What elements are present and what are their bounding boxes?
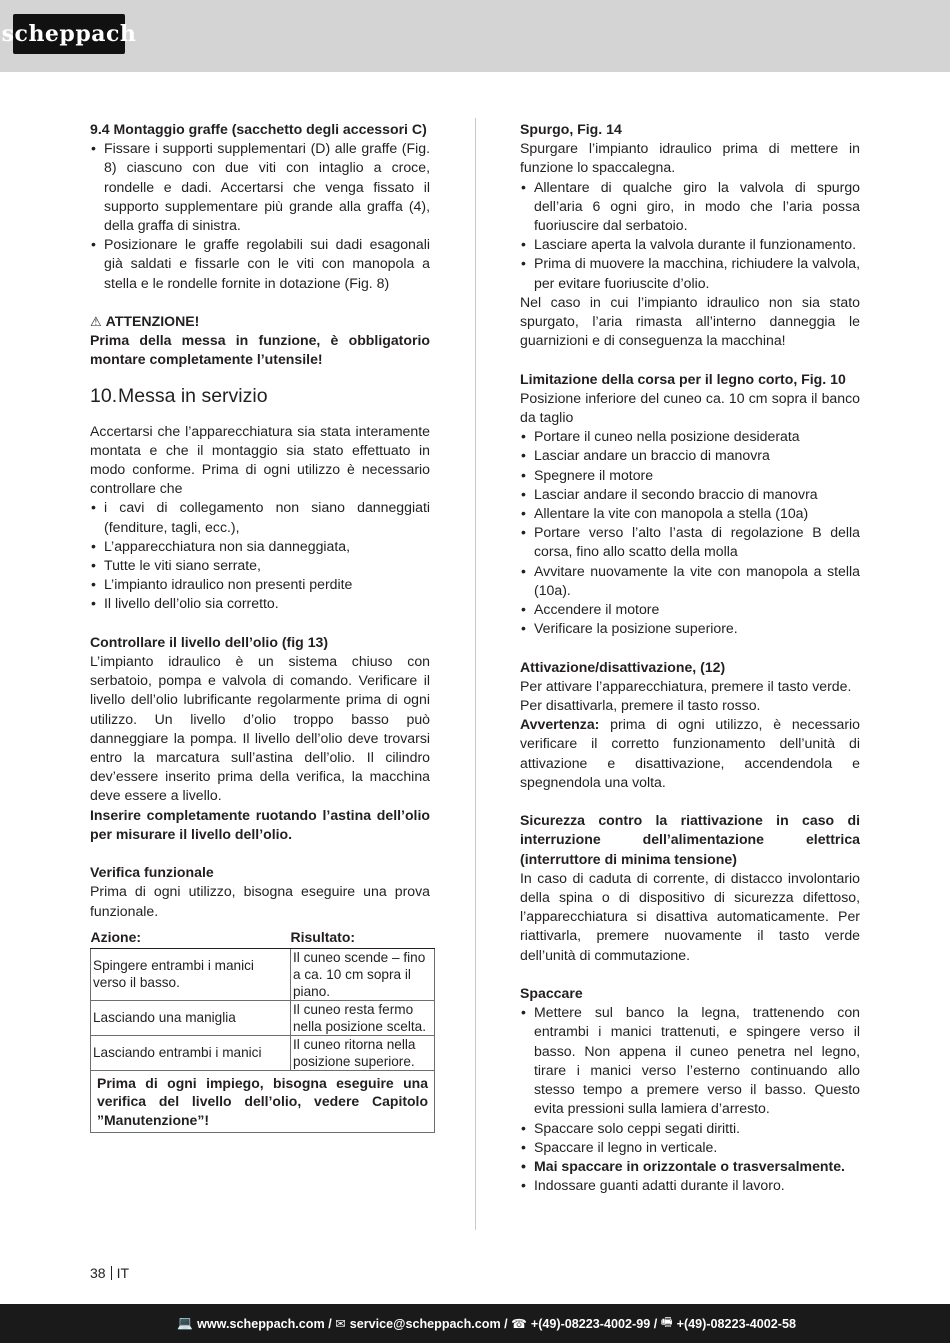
footer-website: www.scheppach.com / (197, 1316, 332, 1331)
section-10-number: 10. (90, 384, 118, 407)
section-10-title: Messa in servizio (118, 384, 268, 407)
list-item: • Avvitare nuovamente la vite con manopola a stella (10a). (521, 562, 860, 598)
list-item: • Portare verso l’alto l’asta di regolazione B della corsa, fino allo scatto della molla (521, 524, 860, 560)
on-off-warning-text: prima di ogni utilizzo, è necessario verificare il corretto funzionamento dell’unità di attivazione e disattivazione, accendendola e spegnendola una volta. (520, 716, 860, 790)
computer-icon: 💻 (177, 1316, 194, 1330)
on-off-warning (520, 715, 860, 792)
function-check-text: Prima di ogni utilizzo, bisogna eseguire una prova funzionale. (90, 883, 430, 919)
list-item: • Indossare guanti adatti durante il lavoro. (521, 1177, 785, 1194)
table-header-row (91, 929, 435, 949)
list-item: • L’impianto idraulico non presenti perdite (91, 576, 353, 593)
warning-icon: ⚠ (90, 314, 102, 330)
left-column (90, 120, 430, 1133)
function-check-table (90, 929, 435, 1134)
spurgo-intro: Spurgare l’impianto idraulico prima di mettere in funzione lo spaccalegna. (520, 140, 860, 176)
footer-fax: +(49)-08223-4002-58 (676, 1316, 796, 1331)
list-item: • Fissare i supporti supplementari (D) alle graffe (Fig. 8) ciascuno con due viti con intaglio a croce, rondelle e dadi. Accertarsi che venga fissato il supporto supplementare più grande alla graffa (4), della graffa di sinistra. (91, 140, 430, 234)
splitting-title: Spaccare (520, 985, 583, 1002)
table-cell-result: Il cuneo ritorna nella posizione superiore. (291, 1035, 435, 1070)
list-item: • L’apparecchiatura non sia danneggiata, (91, 537, 351, 554)
list-item: • Il livello dell’olio sia corretto. (91, 595, 279, 612)
column-divider (475, 118, 476, 1230)
list-item: • Spaccare solo ceppi segati diritti. (521, 1119, 741, 1136)
list-item: • Lasciare aperta la valvola durante il funzionamento. (521, 236, 857, 253)
list-item: • i cavi di collegamento non siano danneggiati (fenditure, tagli, ecc.), (91, 499, 430, 535)
list-item: • Mettere sul banco la legna, trattenendo con entrambi i manici trattenuti, e spingere verso il basso. Non appena il cuneo penetra nel legno, tirare i manici verso l’esterno continuando allo stesso tempo a premere verso il basso. Questo evita pressioni sulla lamiera d’arresto. (521, 1004, 860, 1117)
list-item: • Portare il cuneo nella posizione desiderata (521, 428, 800, 445)
table-row (91, 1035, 435, 1070)
warning-title: ATTENZIONE! (105, 313, 200, 330)
warning-text: Prima della messa in funzione, è obbligatorio montare completamente l’utensile! (90, 332, 430, 368)
oil-check-title: Controllare il livello dell’olio (fig 13) (90, 633, 329, 650)
list-item: • Lasciar andare il secondo braccio di manovra (521, 485, 818, 502)
page-footer (0, 1304, 950, 1343)
right-column (520, 120, 860, 1195)
phone-icon: ☎ (511, 1317, 527, 1331)
page-header (0, 0, 950, 72)
list-item: • Posizionare le graffe regolabili sui dadi esagonali già saldati e fissarle con le viti con manopola a stella e le rondelle fornite in dotazione (Fig. 8) (91, 236, 430, 291)
column-header-action: Azione: (91, 929, 291, 949)
list-item: • Allentare la vite con manopola a stella (10a) (521, 505, 809, 522)
list-item: • Allentare di qualche giro la valvola di spurgo dell’aria 6 ogni giro, in modo che l’aria possa fuoriuscire dal serbatoio. (521, 178, 860, 234)
warning-heading (90, 312, 430, 331)
spurgo-outro: Nel caso in cui l’impianto idraulico non sia stato spurgato, l’aria rimasta all’interno danneggia le guarnizioni e di conseguenza la macchina! (520, 293, 860, 349)
section-9-4-title: 9.4 Montaggio graffe (sacchetto degli accessori C) (90, 121, 427, 137)
table-cell-result: Il cuneo scende – fino a ca. 10 cm sopra il piano. (291, 948, 435, 1000)
section-10-list (90, 498, 430, 613)
on-off-title: Attivazione/disattivazione, (12) (520, 658, 726, 675)
list-item: • Tutte le viti siano serrate, (91, 557, 261, 574)
stroke-limit-list (520, 427, 860, 638)
list-item: • Prima di muovere la macchina, richiudere la valvola, per evitare fuoriuscite d’olio. (521, 255, 860, 291)
table-cell-action: Spingere entrambi i manici verso il basso. (91, 948, 291, 1000)
table-note: Prima di ogni impiego, bisogna eseguire una verifica del livello dell’olio, vedere Capitolo ”Manutenzione”! (91, 1070, 435, 1133)
table-cell-action: Lasciando una maniglia (91, 1000, 291, 1035)
section-9-4-list (90, 139, 430, 293)
column-header-result: Risultato: (291, 929, 435, 949)
oil-check-bold: Inserire completamente ruotando l’astina dell’olio per misurare il livello dell’olio. (90, 806, 430, 842)
table-row (91, 1000, 435, 1035)
stroke-limit-title: Limitazione della corsa per il legno corto, Fig. 10 (520, 370, 846, 387)
on-off-text: Per attivare l’apparecchiatura, premere il tasto verde. Per disattivarla, premere il tasto rosso. (520, 677, 852, 714)
table-cell-action: Lasciando entrambi i manici (91, 1035, 291, 1070)
fax-icon: 🖷 (660, 1315, 673, 1329)
section-10-intro: Accertarsi che l’apparecchiatura sia stata interamente montata e che il montaggio sia stato effettuato in modo conforme. Prima di ogni utilizzo è necessario controllare che (90, 422, 430, 497)
function-check-title: Verifica funzionale (90, 864, 214, 881)
table-row (91, 948, 435, 1000)
table-note-row (91, 1070, 435, 1133)
list-item: • Spaccare il legno in verticale. (521, 1138, 718, 1155)
page-language: IT (116, 1265, 130, 1281)
mail-icon: ✉ (335, 1317, 346, 1331)
stroke-limit-intro: Posizione inferiore del cuneo ca. 10 cm sopra il banco da taglio (520, 389, 860, 426)
list-item: • Accendere il motore (521, 601, 660, 618)
list-item: • Mai spaccare in orizzontale o trasversalmente. (521, 1157, 845, 1174)
section-10-heading (90, 383, 430, 409)
list-item: • Spegnere il motore (521, 466, 654, 483)
brand-logo: scheppach (13, 14, 125, 54)
page-number-value: 38 (90, 1265, 106, 1281)
undervoltage-title: Sicurezza contro la riattivazione in caso di interruzione dell’alimentazione elettrica (interruttore di minima tensione) (520, 812, 860, 867)
on-off-warning-label: Avvertenza: (520, 716, 600, 733)
list-item: • Verificare la posizione superiore. (521, 620, 738, 637)
footer-email: service@scheppach.com / (349, 1316, 508, 1331)
spurgo-list (520, 178, 860, 293)
undervoltage-text: In caso di caduta di corrente, di distacco involontario della spina o di dispositivo di sicurezza difettoso, l’apparecchiatura si disattiva automaticamente. Per riattivarla, premere nuovamente il tasto verde dell’unità di commutazione. (520, 869, 860, 963)
splitting-list (520, 1003, 860, 1195)
footer-phone: +(49)-08223-4002-99 / (530, 1316, 658, 1331)
spurgo-title: Spurgo, Fig. 14 (520, 121, 622, 137)
page-number (90, 1265, 129, 1281)
oil-check-text: L’impianto idraulico è un sistema chiuso con serbatoio, pompa e valvola di comando. Verificare il livello dell’olio lubrificante regolarmente prima di ogni utilizzo. Un livello d’olio troppo basso può danneggiare la pompa. Il livello dell’olio deve trovarsi entro la marcatura sull’astina dell’olio. Il cilindro dev’essere inserito prima della verifica, la macchina deve essere a livello. (90, 653, 430, 804)
list-item: • Lasciar andare un braccio di manovra (521, 447, 770, 464)
table-cell-result: Il cuneo resta fermo nella posizione scelta. (291, 1000, 435, 1035)
